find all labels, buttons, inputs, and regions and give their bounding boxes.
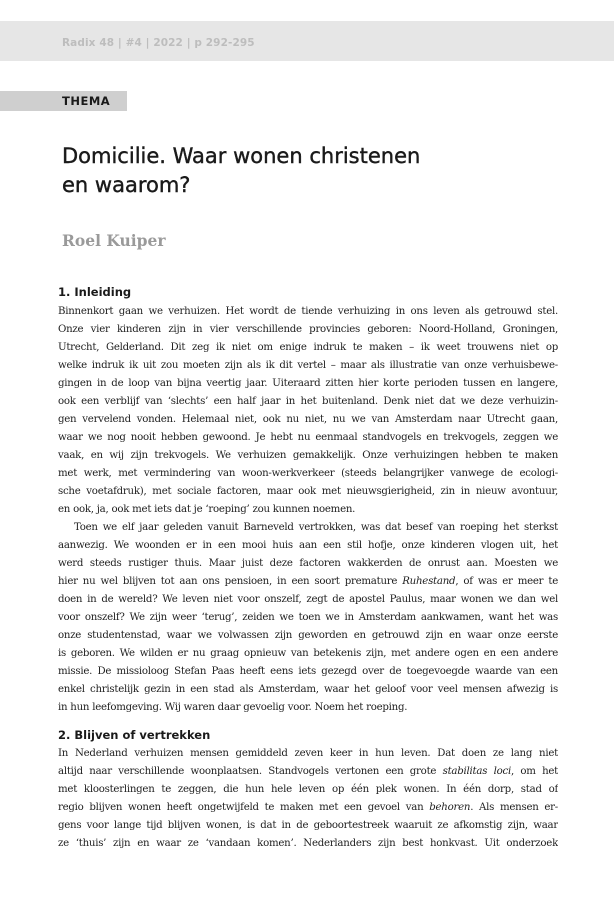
text-line: In Nederland verhuizen mensen gemiddeld zeven keer in hun leven. Dat doen ze lang niet bbox=[58, 748, 558, 759]
text-line: sche voetafdruk), met sociale factoren, maar ook met nieuwsgierigheid, zin in nieuw avontuur, bbox=[58, 486, 558, 497]
title-line: Domicilie. Waar wonen christenen bbox=[62, 144, 421, 168]
text-line: en ook, ja, ook met iets dat je ‘roeping’ zou kunnen noemen. bbox=[58, 504, 356, 515]
paragraph-blijven-1 bbox=[58, 745, 558, 853]
text-line: gens voor lange tijd blijven wonen, is dat in de geboortestreek waaruit ze afkomstig zijn, waar bbox=[58, 820, 558, 831]
section-heading-blijven: 2. Blijven of vertrekken bbox=[58, 728, 211, 742]
text-line: regio blijven wonen heeft ongetwijfeld te maken met een gevoel van behoren. Als mensen er- bbox=[58, 802, 558, 813]
section-heading-inleiding: 1. Inleiding bbox=[58, 285, 132, 299]
text-line: enkel christelijk gezin in een stad als Amsterdam, waar het geloof voor veel mensen afwezig is bbox=[58, 684, 558, 695]
text-line: Onze vier kinderen zijn in vier verschillende provincies geboren: Noord-Holland, Groningen, bbox=[58, 324, 558, 335]
text-line: Binnenkort gaan we verhuizen. Het wordt de tiende verhuizing in ons leven als getrouwd stel. bbox=[58, 306, 558, 317]
article-title bbox=[62, 142, 562, 200]
paragraph-inleiding-2 bbox=[58, 519, 558, 717]
title-line: en waarom? bbox=[62, 173, 191, 197]
text-line: met werk, met vermindering van woon-werkverkeer (steeds belangrijker vanwege de ecologi- bbox=[58, 468, 558, 479]
paragraph-inleiding-1 bbox=[58, 303, 558, 519]
author-name: Roel Kuiper bbox=[62, 231, 166, 250]
section-tag bbox=[0, 91, 127, 111]
text-line: hier nu wel blijven tot aan ons pensioen, in een soort premature Ruhestand, of was er meer te bbox=[58, 576, 558, 587]
text-line: met kloosterlingen te zeggen, die hun hele leven op één plek wonen. In één dorp, stad of bbox=[58, 784, 558, 795]
text-line: aanwezig. We woonden er in een mooi huis aan een stil hofje, onze kinderen vlogen uit, het bbox=[58, 540, 558, 551]
text-line: is geboren. We wilden er nu graag opnieuw van betekenis zijn, met andere ogen en een andere bbox=[58, 648, 558, 659]
text-line: ook een verblijf van ‘slechts’ een half jaar in het buitenland. Denk niet dat we deze verhuizin- bbox=[58, 396, 558, 407]
text-line: doen in de wereld? We leven niet voor onszelf, zegt de apostel Paulus, maar wonen we dan wel bbox=[58, 594, 558, 605]
text-line: vaak, en wij zijn trekvogels. We verhuizen gemakkelijk. Onze verhuizingen hebben te maken bbox=[58, 450, 558, 461]
text-line: Toen we elf jaar geleden vanuit Barneveld vertrokken, was dat besef van roeping het sterkst bbox=[74, 522, 558, 533]
text-line: gen vervelend vonden. Helemaal niet, ook nu niet, nu we van Amsterdam naar Utrecht gaan, bbox=[58, 414, 558, 425]
text-line: werd steeds rustiger thuis. Maar juist deze factoren wakkerden de onrust aan. Moesten we bbox=[58, 558, 558, 569]
text-line: voor onszelf? We zijn weer ‘terug’, zeiden we toen we in Amsterdam aankwamen, want het was bbox=[58, 612, 558, 623]
text-line: gingen in de loop van bijna veertig jaar. Uiteraard zitten hier korte perioden tussen en langere, bbox=[58, 378, 558, 389]
text-line: waar we nog nooit hebben gewoond. Je hebt nu eenmaal standvogels en trekvogels, zeggen we bbox=[58, 432, 558, 443]
journal-reference: Radix 48 | #4 | 2022 | p 292-295 bbox=[62, 37, 255, 49]
text-line: ze ‘thuis’ zijn en waar ze ‘vandaan komen’. Nederlanders zijn best honkvast. Uit onderzoek bbox=[58, 838, 558, 849]
text-line: altijd naar verschillende woonplaatsen. Standvogels vertonen een grote stabilitas loci, om het bbox=[58, 766, 558, 777]
text-line: missie. De missioloog Stefan Paas heeft eens iets gezegd over de toegevoegde waarde van een bbox=[58, 666, 558, 677]
text-line: onze studentenstad, waar we volwassen zijn geworden en getrouwd zijn en waar onze eerste bbox=[58, 630, 558, 641]
section-tag-label: THEMA bbox=[62, 94, 111, 108]
text-line: Utrecht, Gelderland. Dit zeg ik niet om enige indruk te maken – ik weet trouwens niet op bbox=[58, 342, 558, 353]
text-line: in hun leefomgeving. Wij waren daar gevoelig voor. Noem het roeping. bbox=[58, 702, 408, 713]
text-line: welke indruk ik uit zou moeten zijn als ik dit vertel – maar als illustratie van onze verhuisbewe- bbox=[58, 360, 558, 371]
